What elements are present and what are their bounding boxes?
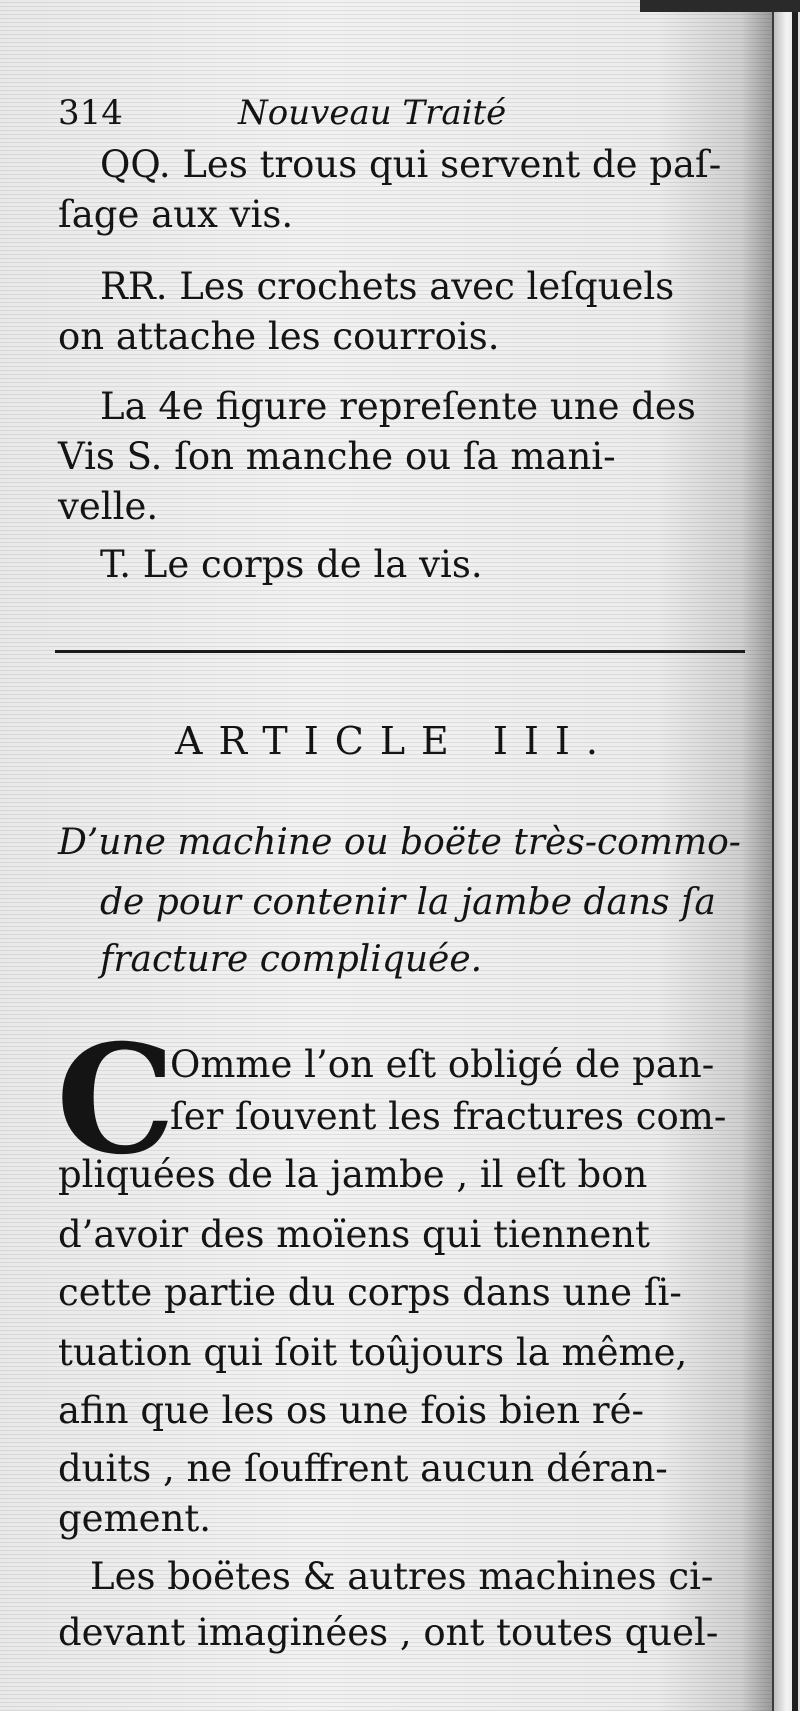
text-line: Vis S. ſon manche ou ſa mani-	[58, 435, 616, 478]
body-line: pliquées de la jambe , il eſt bon	[58, 1153, 648, 1196]
running-title: Nouveau Traité	[238, 93, 507, 133]
text-line: ſage aux vis.	[58, 193, 294, 236]
book-gutter	[772, 0, 800, 1711]
body-line: cette partie du corps dans une ſi-	[58, 1271, 682, 1314]
body-line: Les boëtes & autres machines ci-	[90, 1555, 714, 1598]
body-line: devant imaginées , ont toutes quel-	[58, 1611, 719, 1654]
body-line: Omme l’on eſt obligé de pan-	[170, 1043, 715, 1086]
text-line: on attache les courrois.	[58, 315, 500, 358]
article-heading: ARTICLE III.	[175, 719, 614, 763]
text-line: T. Le corps de la vis.	[100, 543, 483, 586]
body-line: tuation qui ſoit toûjours la même,	[58, 1331, 688, 1374]
article-subtitle-line: de pour contenir la jambe dans ſa	[100, 882, 716, 923]
body-line: afin que les os une fois bien ré-	[58, 1389, 644, 1432]
text-line: La 4e figure repreſente une des	[100, 385, 696, 428]
body-line: ſer ſouvent les fractures com-	[170, 1095, 727, 1138]
text-line: RR. Les crochets avec leſquels	[100, 265, 675, 308]
body-line: gement.	[58, 1497, 212, 1540]
text-line: QQ. Les trous qui servent de paſ-	[100, 143, 722, 186]
body-line: duits , ne ſouffrent aucun déran-	[58, 1447, 668, 1490]
running-header	[58, 88, 748, 138]
text-line: velle.	[58, 485, 159, 528]
article-subtitle-line: D’une machine ou boëte très-commo-	[58, 822, 741, 863]
body-line: d’avoir des moïens qui tiennent	[58, 1213, 650, 1256]
section-rule	[55, 650, 745, 653]
page-edge-shadow	[640, 0, 800, 12]
page-number: 314	[58, 93, 123, 133]
drop-cap: C	[56, 1012, 176, 1188]
article-subtitle-line: fracture compliquée.	[100, 939, 483, 980]
